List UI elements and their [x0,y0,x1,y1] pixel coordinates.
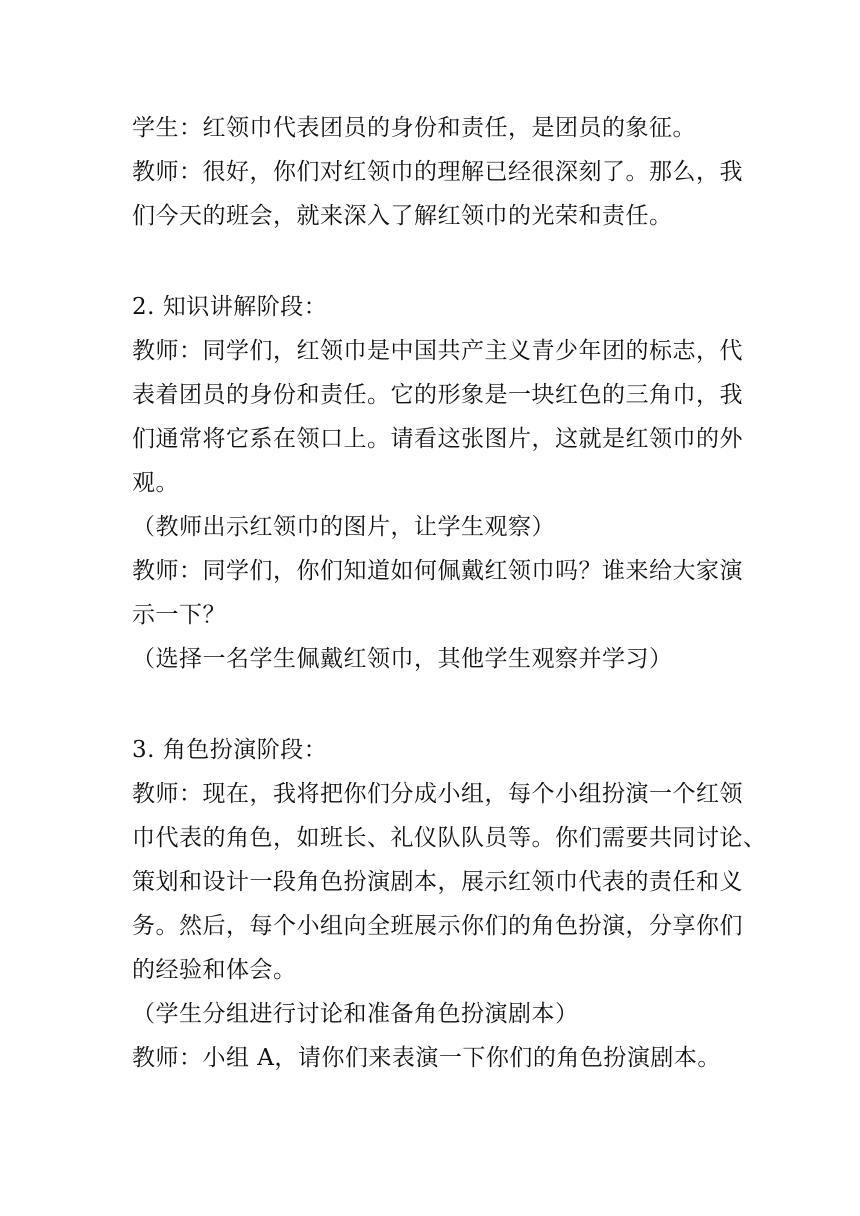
dialogue-line-continued: 们今天的班会，就来深入了解红领巾的光荣和责任。 [132,203,673,229]
dialogue-line-continued: 巾代表的角色，如班长、礼仪队队员等。你们需要共同讨论、 [132,825,767,851]
dialogue-line-student: 学生：红领巾代表团员的身份和责任，是团员的象征。 [132,115,696,141]
dialogue-line-teacher: 教师：同学们，你们知道如何佩戴红领巾吗？谁来给大家演 [132,558,743,584]
dialogue-line-continued: 示一下？ [132,602,226,628]
section-heading-knowledge: 2. 知识讲解阶段： [132,294,328,320]
stage-direction: （学生分组进行讨论和准备角色扮演剧本） [132,1001,579,1027]
dialogue-line-continued: 务。然后，每个小组向全班展示你们的角色扮演，分享你们 [132,913,743,939]
stage-direction: （选择一名学生佩戴红领巾，其他学生观察并学习） [132,646,673,672]
dialogue-line-teacher: 教师：很好，你们对红领巾的理解已经很深刻了。那么，我 [132,159,743,185]
stage-direction: （教师出示红领巾的图片，让学生观察） [132,514,555,540]
dialogue-line-continued: 观。 [132,470,179,496]
dialogue-line-continued: 的经验和体会。 [132,957,297,983]
dialogue-line-teacher: 教师：同学们，红领巾是中国共产主义青少年团的标志，代 [132,338,743,364]
dialogue-line-continued: 策划和设计一段角色扮演剧本，展示红领巾代表的责任和义 [132,869,743,895]
dialogue-line-teacher: 教师：现在，我将把你们分成小组，每个小组扮演一个红领 [132,781,743,807]
section-heading-role-play: 3. 角色扮演阶段： [132,737,328,763]
dialogue-line-continued: 们通常将它系在领口上。请看这张图片，这就是红领巾的外 [132,426,743,452]
dialogue-line-teacher: 教师：小组 A，请你们来表演一下你们的角色扮演剧本。 [132,1045,721,1071]
dialogue-line-continued: 表着团员的身份和责任。它的形象是一块红色的三角巾，我 [132,382,743,408]
